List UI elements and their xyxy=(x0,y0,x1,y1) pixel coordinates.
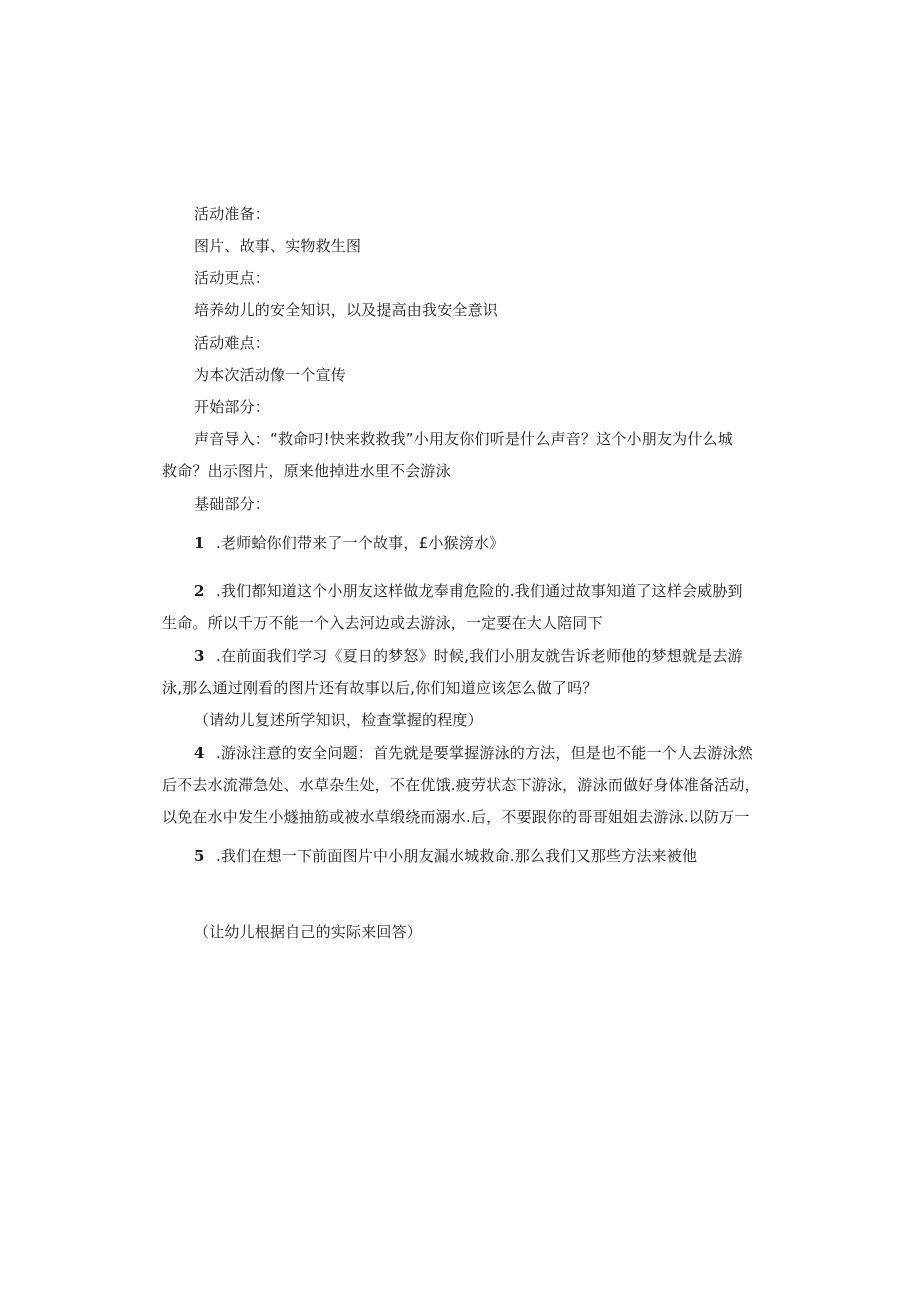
focus-text: 培养幼儿的安全知识，以及提高由我安全意识 xyxy=(194,301,499,319)
teacher-note: （请幼儿复述所学知识，检查掌握的程度） xyxy=(194,711,483,729)
item-text: .在前面我们学习《夏日的梦怒》时候,我们小朋友就告诉老师他的梦想就是去游 xyxy=(216,647,743,665)
item-number: 5 xyxy=(194,847,205,865)
prep-text: 图片、故事、实物救生图 xyxy=(194,237,362,255)
item-continuation: 后不去水流滞急处、水草杂生处，不在优饿.疲劳状态下游泳，游泳而做好身体准备活动， xyxy=(162,776,760,794)
item-number: 4 xyxy=(194,744,205,762)
item-text: .我们在想一下前面图片中小朋友漏水城救命.那么我们又那些方法来被他 xyxy=(216,847,698,865)
item-continuation: 以免在水中发生小燧抽筋或被水草缎绕而溺水.后，不要跟你的哥哥姐姐去游泳.以防万一 xyxy=(162,808,750,826)
item-number: 3 xyxy=(194,647,205,665)
item-continuation: 生命。所以千万不能一个入去河边或去游泳，一定要在大人陪同下 xyxy=(162,614,603,632)
intro-line-1: 声音导入：“救命叼!快来救救我”小用友你们听是什么声音？这个小朋友为什么城 xyxy=(194,430,733,448)
item-number: 2 xyxy=(194,582,205,600)
closing-note: （让幼儿根据自己的实际来回答） xyxy=(194,923,423,941)
item-text: .游泳注意的安全问题：首先就是要掌握游泳的方法，但是也不能一个人去游泳然 xyxy=(216,744,753,762)
list-item xyxy=(194,646,743,666)
start-heading: 开始部分： xyxy=(194,398,271,416)
item-number: 1 xyxy=(194,534,205,552)
list-item xyxy=(194,846,697,866)
item-continuation: 泳,那么通过刚看的图片还有故事以后,你们知道应该怎么做了吗？ xyxy=(162,679,598,697)
list-item xyxy=(194,581,743,601)
intro-line-2: 救命？出示图片，原来他掉进水里不会游泳 xyxy=(162,462,451,480)
difficulty-heading: 活动难点： xyxy=(194,334,271,352)
difficulty-text: 为本次活动像一个宣传 xyxy=(194,366,347,384)
prep-heading: 活动准备： xyxy=(194,205,271,223)
list-item xyxy=(194,743,753,763)
basic-heading: 基础部分： xyxy=(194,495,271,513)
focus-heading: 活动更点： xyxy=(194,269,271,287)
item-text: .我们都知道这个小朋友这样做龙奉甫危险的.我们通过故事知道了这样会威胁到 xyxy=(216,582,743,600)
list-item xyxy=(194,533,504,553)
item-text: .老师蛤你们带来了一个故事，£小猴滂水》 xyxy=(216,534,505,552)
